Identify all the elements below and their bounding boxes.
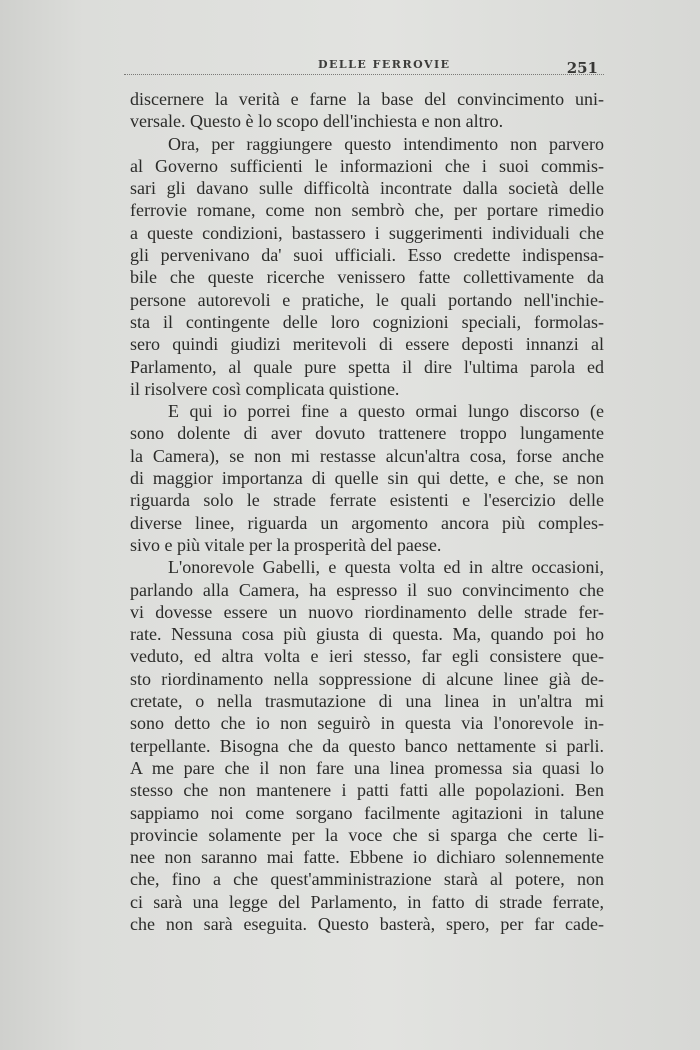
text-line: persone autorevoli e pratiche, le quali portando nell'inchie- — [130, 289, 604, 310]
text-line: E qui io porrei fine a questo ormai lungo discorso (e — [168, 401, 604, 422]
text-line: diverse linee, riguarda un argomento ancora più comples- — [130, 512, 604, 533]
text-line: Ora, per raggiungere questo intendimento non parvero — [168, 133, 604, 154]
text-line: bile che queste ricerche venissero fatte collettivamente da — [130, 267, 604, 288]
text-line: sta il contingente delle loro cognizioni speciali, formolas- — [130, 311, 604, 332]
text-line: discernere la verità e farne la base del convincimento uni- — [130, 89, 604, 109]
text-line: sono dolente di aver dovuto trattenere troppo lungamente — [130, 423, 604, 444]
paragraph — [130, 556, 604, 935]
text-line: sari gli davano sulle difficoltà incontrate dalla società delle — [130, 178, 604, 199]
text-line: parlando alla Camera, ha espresso il suo convincimento che — [130, 579, 604, 600]
text-line: cretate, o nella trasmutazione di una linea in un'altra mi — [130, 691, 604, 712]
text-line: A me pare che il non fare una linea promessa sia quasi lo — [130, 757, 604, 778]
body-text — [130, 88, 604, 935]
text-line: la Camera), se non mi restasse alcun'altra cosa, forse anche — [130, 445, 604, 466]
text-line: che, fino a che quest'amministrazione starà al potere, non — [130, 869, 604, 890]
text-line: stesso che non mantenere i patti fatti alle popolazioni. Ben — [130, 780, 604, 801]
text-line: Parlamento, al quale pure spetta il dire l'ultima parola ed — [130, 356, 604, 377]
text-line: vi dovesse essere un nuovo riordinamento delle strade fer- — [130, 601, 604, 622]
text-line: rate. Nessuna cosa più giusta di questa. Ma, quando poi ho — [130, 624, 604, 645]
text-line: il risolvere così complicata quistione. — [130, 378, 400, 399]
text-line: a queste condizioni, bastassero i suggerimenti individuali che — [130, 222, 604, 243]
text-line: provincie solamente per la voce che si sparga che certe li- — [130, 824, 604, 845]
text-line: terpellante. Bisogna che da questo banco nettamente si parli. — [130, 735, 604, 756]
page-number: 251 — [566, 59, 598, 77]
page-header — [118, 52, 604, 82]
paragraph — [130, 133, 604, 401]
header-rule — [124, 74, 604, 75]
text-line: riguarda solo le strade ferrate esistenti e l'esercizio delle — [130, 490, 604, 511]
text-line: veduto, ed altra volta e ieri stesso, far egli consistere que- — [130, 646, 604, 667]
text-line: che non sarà eseguita. Questo basterà, spero, per far cade- — [130, 913, 604, 934]
text-line: ci sarà una legge del Parlamento, in fatto di strade ferrate, — [130, 891, 604, 912]
running-title: DELLE FERROVIE — [318, 58, 451, 71]
text-line: nee non saranno mai fatte. Ebbene io dichiaro solennemente — [130, 847, 604, 868]
text-line: gli pervenivano da' suoi ufficiali. Esso credette indispensa- — [130, 245, 604, 266]
text-line: al Governo sufficienti le informazioni che i suoi commis- — [130, 155, 604, 176]
text-line: versale. Questo è lo scopo dell'inchiesta e non altro. — [130, 111, 504, 132]
text-line: sono detto che io non seguirò in questa via l'onorevole in- — [130, 713, 604, 734]
text-line: sero quindi giudizi meritevoli di essere deposti innanzi al — [130, 334, 604, 355]
text-line: L'onorevole Gabelli, e questa volta ed in altre occasioni, — [168, 557, 604, 578]
paragraph — [130, 88, 604, 133]
paragraph — [130, 400, 604, 556]
text-line: sto riordinamento nella soppressione di alcune linee già de- — [130, 668, 604, 689]
text-line: sappiamo noi come sorgano facilmente agitazioni in talune — [130, 802, 604, 823]
text-line: sivo e più vitale per la prosperità del paese. — [130, 534, 442, 555]
text-line: ferrovie romane, come non sembrò che, per portare rimedio — [130, 200, 604, 221]
text-line: di maggior importanza di quelle sin qui dette, e che, se non — [130, 468, 604, 489]
